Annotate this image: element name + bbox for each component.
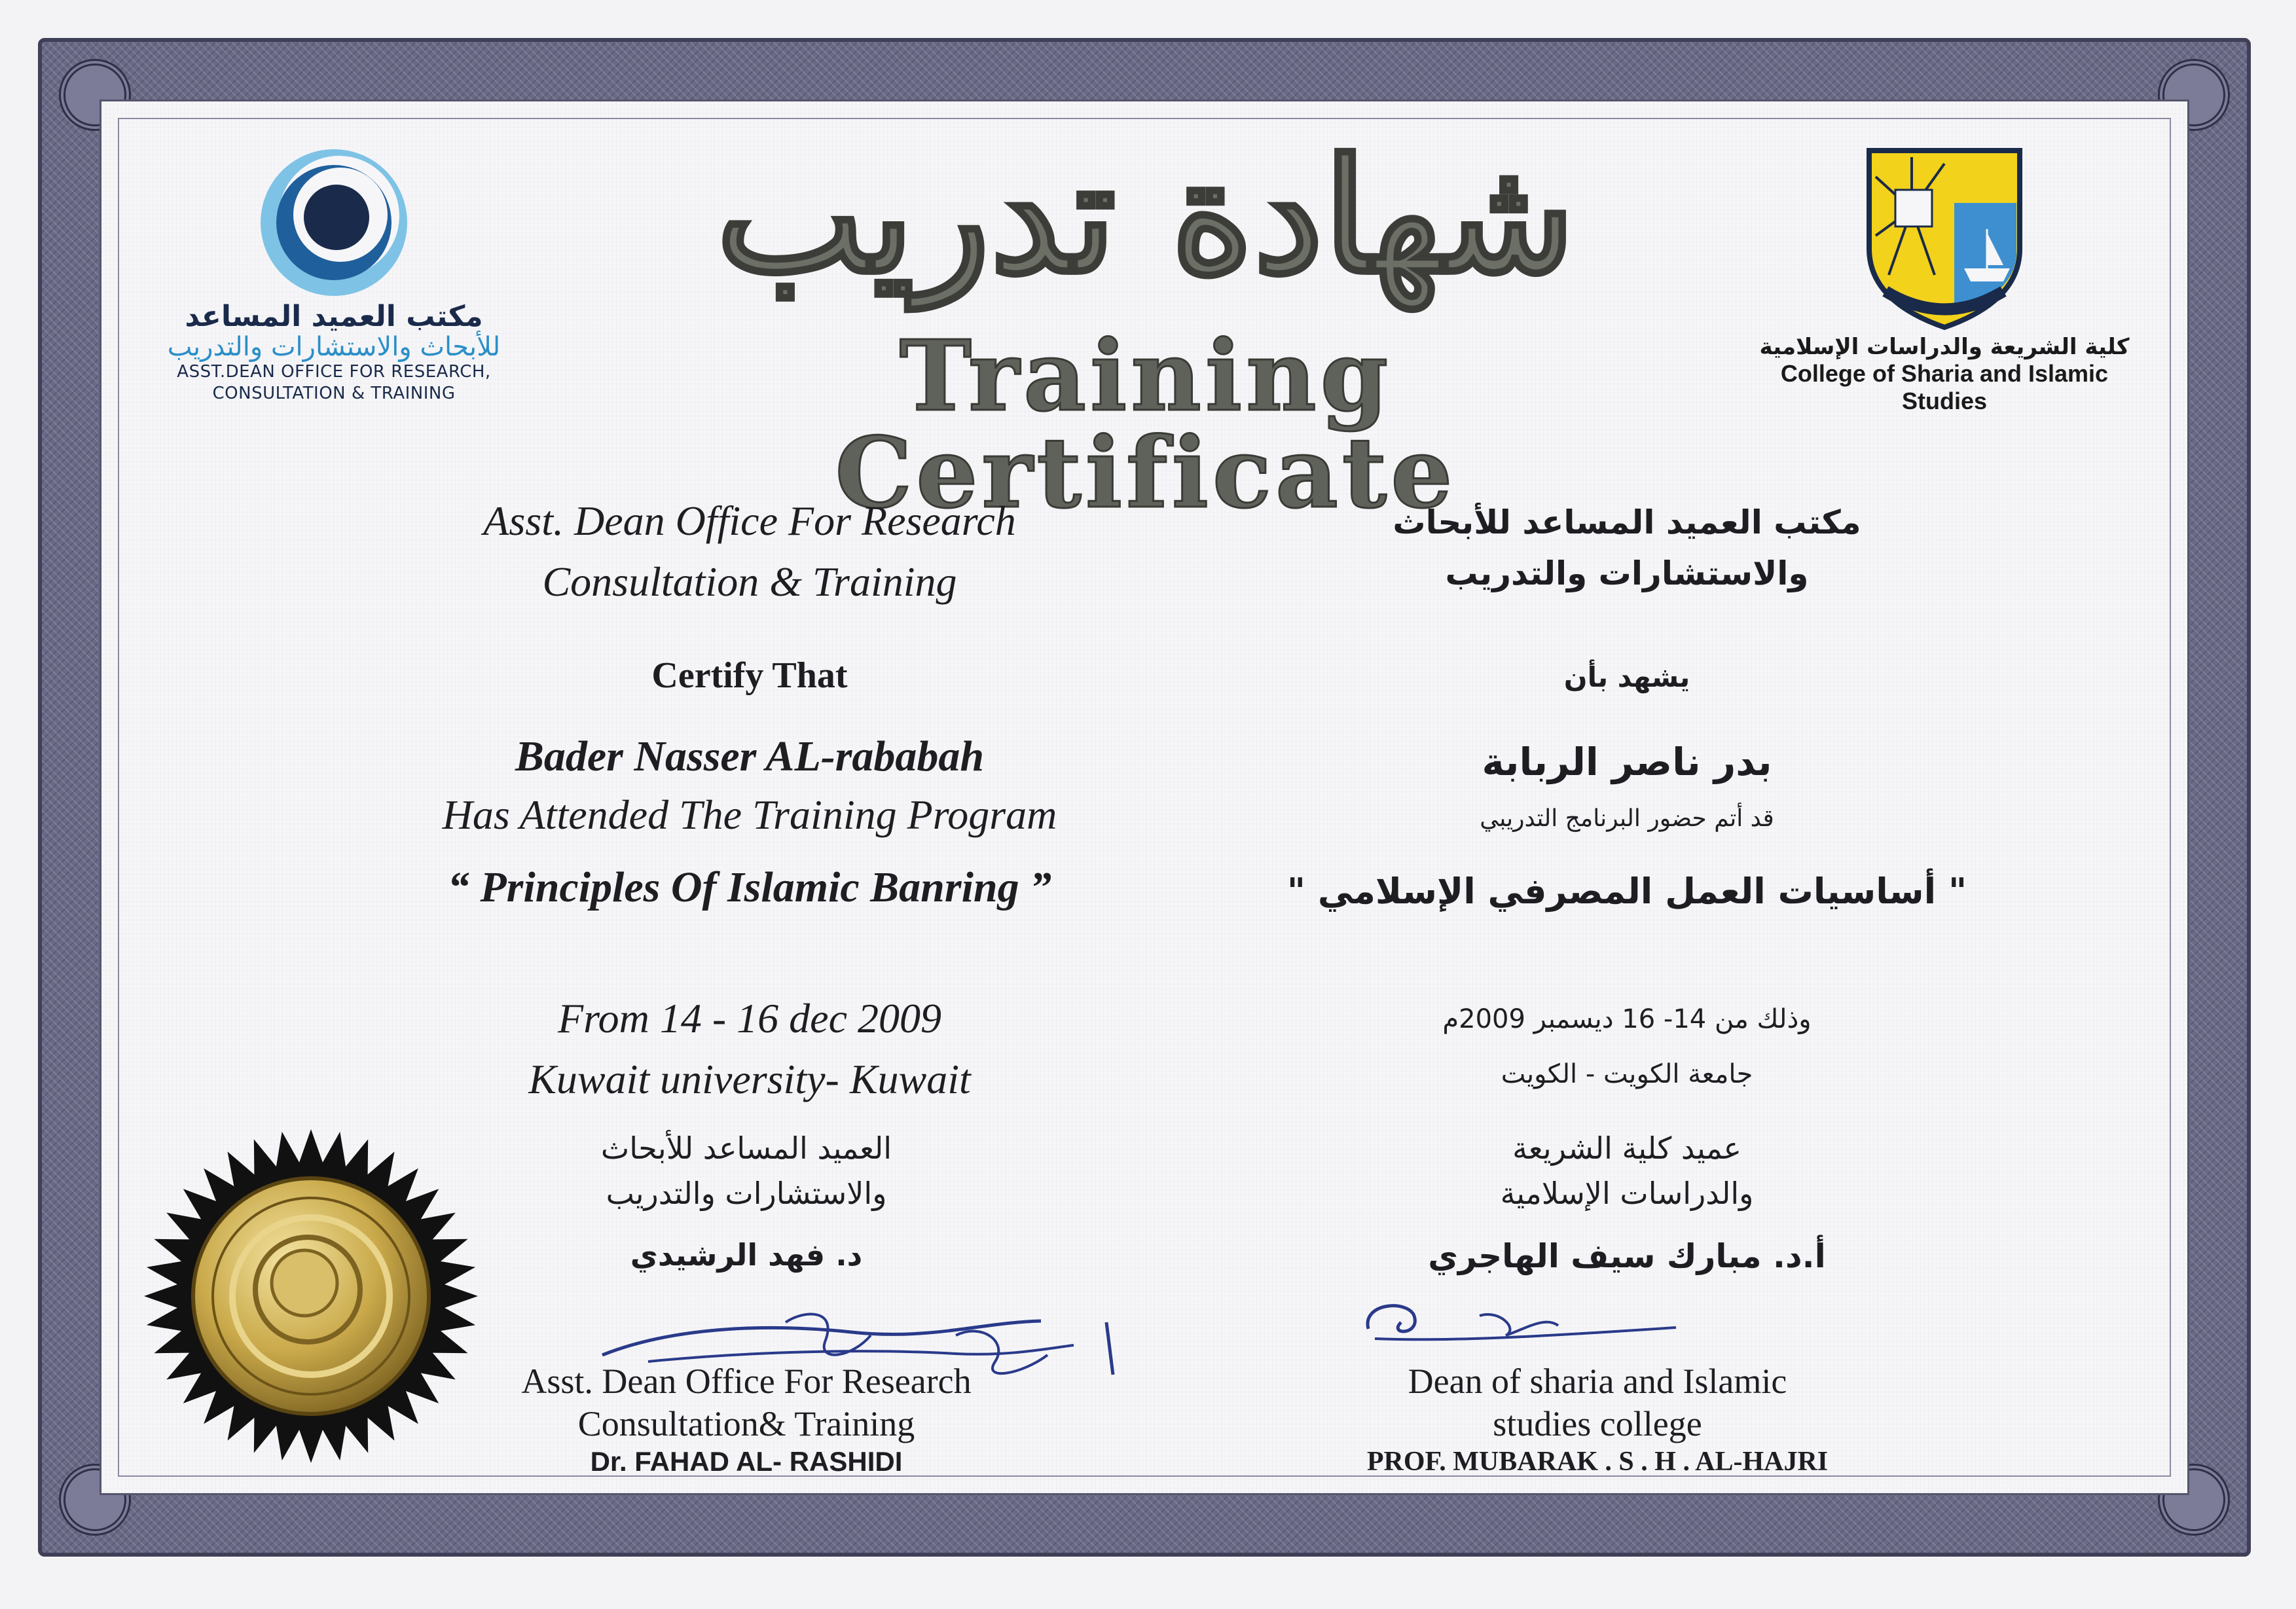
right-signatory-english [1237,1360,1958,1478]
left-signatory-title-line2: والاستشارات والتدريب [606,1176,887,1211]
right-signatory-en-line1: Dean of sharia and Islamic [1408,1362,1787,1401]
place-english: Kuwait university- Kuwait [528,1055,971,1102]
office-line2: Consultation & Training [542,558,957,605]
dates-place-english [275,988,1224,1110]
certify-that-label: Certify That [651,655,848,696]
right-signatory-en-line2: studies college [1493,1403,1702,1443]
right-signatory-name-arabic: أ.د. مبارك سيف الهاجري [1428,1237,1826,1275]
recipient-name-english: Bader Nasser AL-rababah [515,732,985,780]
office-line1: Asst. Dean Office For Research [483,497,1016,544]
college-name-arabic: كلية الشريعة والدراسات الإسلامية [1759,334,2130,360]
issuing-office-english [275,491,1224,613]
dates-arabic: وذلك من 14- 16 ديسمبر 2009م [1442,1004,1812,1034]
logo-left-arabic-line2: للأبحاث والاستشارات والتدريب [167,332,501,363]
program-title-english: “ Principles Of Islamic Banring ” [447,863,1052,911]
recipient-name-arabic: بدر ناصر الربابة [1482,740,1772,784]
attended-statement-english: Has Attended The Training Program [442,791,1057,838]
left-signatory-title-arabic [498,1126,995,1216]
crescent-logo-icon [255,144,412,301]
certify-that-arabic: يشهد بأن [1563,661,1690,693]
office-arabic-line2: والاستشارات والتدريب [1445,554,1809,592]
left-signatory-en-line2: Consultation& Training [577,1403,915,1443]
logo-left-english-line1: ASST.DEAN OFFICE FOR RESEARCH, [177,362,491,382]
research-office-logo [151,144,517,404]
right-signatory-en-name: PROF. MUBARAK . S . H . AL-HAJRI [1366,1446,1829,1477]
right-signatory-title-line2: والدراسات الإسلامية [1500,1176,1754,1211]
title-english: Training Certificate [835,319,1457,530]
logo-left-arabic-line1: مكتب العميد المساعد [185,300,483,333]
logo-left-english-line2: CONSULTATION & TRAINING [212,383,456,403]
left-signatory-en-line1: Asst. Dean Office For Research [521,1362,972,1401]
left-signatory-english [419,1360,1074,1478]
kuwait-university-shield-icon [1856,137,2033,334]
dates-english: From 14 - 16 dec 2009 [558,995,941,1041]
office-arabic-line1: مكتب العميد المساعد للأبحاث [1393,503,1861,541]
left-signatory-title-line1: العميد المساعد للأبحاث [600,1130,892,1166]
right-signatory-title-line1: عميد كلية الشريعة [1512,1130,1741,1166]
gold-seal-icon [141,1126,481,1466]
place-arabic: جامعة الكويت - الكويت [1501,1059,1753,1089]
left-signatory-name-arabic: د. فهد الرشيدي [630,1237,863,1273]
college-name-english: College of Sharia and Islamic Studies [1780,360,2109,414]
right-signatory-title-arabic [1283,1126,1971,1216]
dates-place-arabic [1283,992,1971,1102]
issuing-office-arabic [1283,497,1971,599]
attended-statement-arabic: قد أتم حضور البرنامج التدريبي [1480,805,1774,832]
program-title-arabic: " أساسيات العمل المصرفي الإسلامي " [1286,871,1967,912]
left-signatory-en-name: Dr. FAHAD AL- RASHIDI [590,1445,903,1477]
college-logo [1741,137,2147,415]
title-arabic: شهادة تدريب [716,124,1576,308]
